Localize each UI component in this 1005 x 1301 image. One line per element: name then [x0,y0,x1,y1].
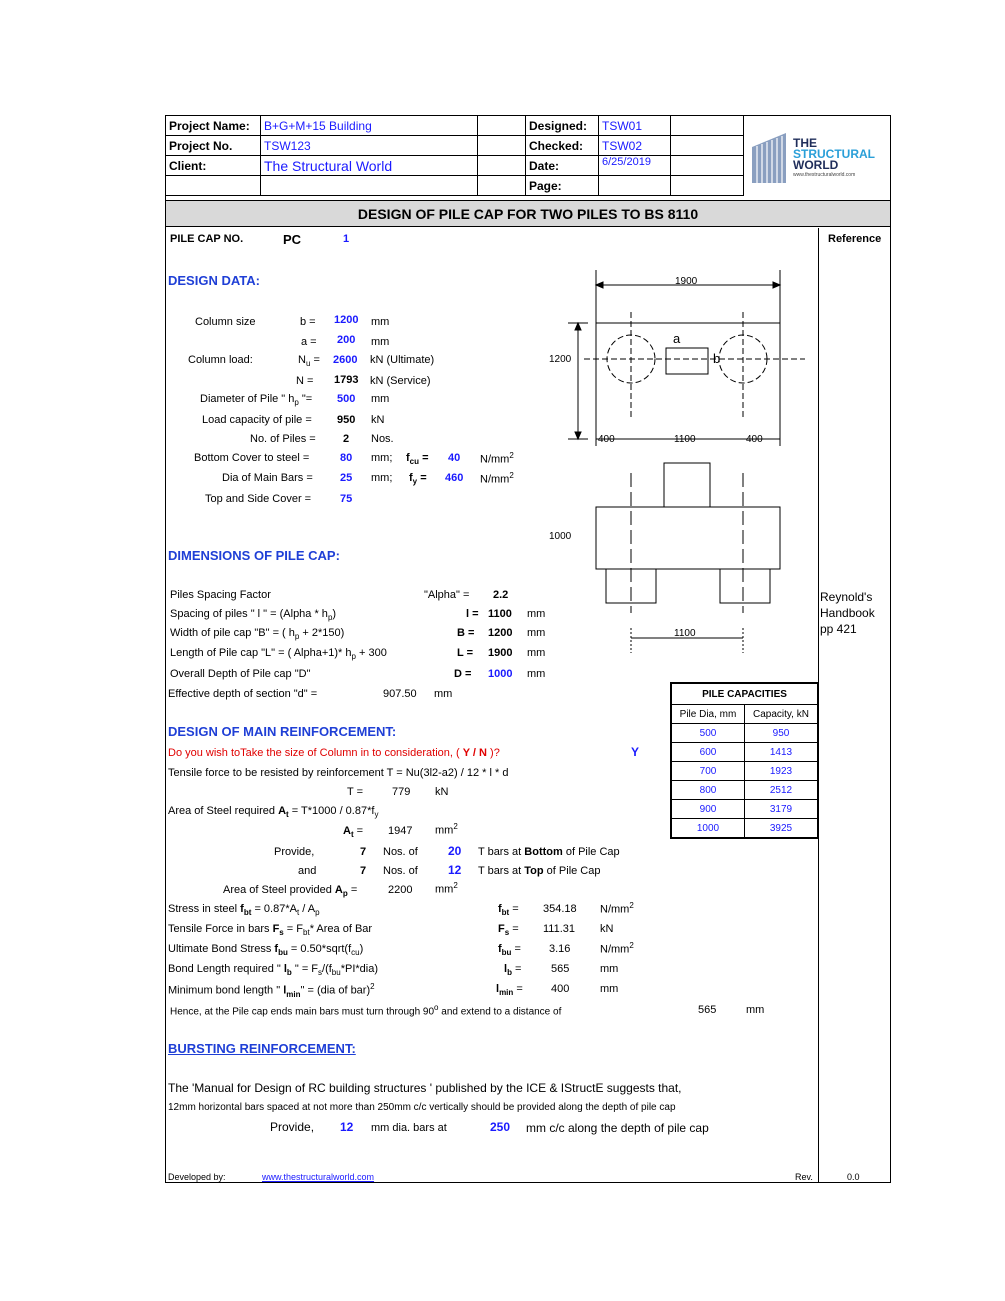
reference-line3: pp 421 [820,622,857,636]
T-label: T = [347,786,364,798]
fy-value[interactable]: 460 [445,472,464,484]
fbt-unit: $N/mm^2$ [600,901,634,916]
label-a: a [673,331,681,346]
pile-capacities-table [670,682,819,839]
pile-capacities-title: PILE CAPACITIES [671,683,818,705]
bursting-spacing[interactable]: 250 [490,1120,511,1134]
b-unit: mm [371,316,390,328]
header-blank [478,116,526,136]
Fs-unit: kN [600,923,614,935]
header-blank [478,136,526,156]
a-value[interactable]: 200 [337,334,356,346]
column-load-label: Column load: [188,354,253,366]
dim-1000: 1000 [549,531,572,542]
no-of-piles-unit: Nos. [371,433,394,445]
capacity-header: Capacity, kN [745,705,819,724]
lb-label: $l_b$ = [504,963,522,978]
dia-main-bars-unit: mm; [371,472,393,484]
bursting-line1: The 'Manual for Design of RC building structures ' published by the ICE & IStructE suggests that, [168,1081,682,1095]
logo-line3: WORLD [793,158,839,172]
table-cell: 800 [671,781,745,800]
n-value: 1793 [334,374,359,386]
header-blank [478,156,526,176]
dia-main-bars-value[interactable]: 25 [340,472,353,484]
column-consideration-question: Do you wish toTake the size of Column in to consideration, ( Y / N )? [168,747,500,759]
reference-label: Reference [828,233,882,245]
l-unit: mm [527,608,546,620]
and-label: and [298,865,317,877]
length-label: Length of Pile cap "L" = ( Alpha+1)* $h_p + 300$ [170,647,387,662]
area-required-label: Area of Steel required $A_t = T*1000 / 0.87*f_y$ [168,805,379,820]
pile-cap-no-value[interactable]: 1 [343,233,350,245]
nu-value[interactable]: 2600 [333,354,358,366]
header-blank [478,176,526,196]
label-b: b [713,351,721,366]
project-no-value[interactable]: TSW123 [261,136,478,156]
table-cell: 3179 [745,800,819,819]
top-nos-of: Nos. of [383,865,418,877]
L-unit: mm [527,647,546,659]
top-cover-label: Top and Side Cover = [205,493,312,505]
min-bond-length-label: Minimum bond length " $l_{min}$" = (dia of bar)$^2$ [168,982,375,999]
pile-cap-no-label: PILE CAP NO. [170,233,244,245]
page-label: Page: [526,176,599,196]
top-bars-desc: T bars at Top of Pile Cap [478,865,601,877]
project-name-value[interactable]: B+G+M+15 Building [261,116,478,136]
client-value[interactable]: The Structural World [261,156,478,176]
hence-text: Hence, at the Pile cap ends main bars must turn through 90$^o$ and extend to a distance of [170,1003,562,1018]
header-blank [671,116,744,136]
fbu-label: $f_{bu}$ = [498,943,521,958]
l-value: 1100 [488,608,512,620]
pile-cap-prefix: PC [283,232,302,247]
pile-dia-header: Pile Dia, mm [671,705,745,724]
D-unit: mm [527,668,546,680]
fcu-label: $f_{cu}$ = [406,452,429,467]
website-link[interactable]: www.thestructuralworld.com [262,1172,375,1182]
reference-line2: Handbook [820,606,875,620]
developed-by-label: Developed by: [168,1172,226,1182]
spacing-label: Spacing of piles " l " = (Alpha * $h_p$) [170,608,337,623]
Ap-value: 2200 [388,884,413,896]
header-blank [261,176,478,196]
lmin-value: 400 [551,983,570,995]
pile-cap-drawing [540,268,810,658]
column-size-label: Column size [195,316,256,328]
B-unit: mm [527,627,546,639]
bottom-bar-dia[interactable]: 20 [448,844,462,858]
column-consideration-answer[interactable]: Y [631,745,640,759]
nu-label: $N_u$ = [298,354,320,369]
load-capacity-unit: kN [371,414,385,426]
page-value[interactable] [599,176,671,196]
bottom-cover-label: Bottom Cover to steel = [194,452,310,464]
fy-unit: $N/mm^2$ [480,471,514,486]
no-of-piles-value: 2 [343,433,350,445]
bond-stress-label: Ultimate Bond Stress $f_{bu}$ = $0.50*sqrt(f_{cu})$ [168,943,364,958]
At-label: $A_t$ = [343,825,364,840]
table-cell: 950 [745,724,819,743]
table-cell: 500 [671,724,745,743]
header-blank [671,156,744,176]
Fs-label: $F_s$ = [498,923,519,938]
T-unit: kN [435,786,449,798]
pile-diameter-value[interactable]: 500 [337,393,356,405]
pile-diameter-unit: mm [371,393,390,405]
depth-label: Overall Depth of Pile cap "D" [170,668,311,680]
tensile-force-bars-label: Tensile Force in bars $F_s = F_{bt}*$ Area of Bar [168,923,373,938]
table-cell: 1923 [745,762,819,781]
n-unit: kN (Service) [370,375,431,387]
reference-line1: Reynold's [820,590,873,604]
header-table [165,115,744,196]
Ap-unit: $mm^2$ [435,881,458,896]
lb-unit: mm [600,963,619,975]
Fs-value: 111.31 [543,923,576,935]
dim-1100-spacing: 1100 [674,628,696,639]
width-label: Width of pile cap "B" = ( $h_p + 2*150$) [170,627,345,642]
date-label: Date: [526,156,599,176]
At-value: 1947 [388,825,413,837]
extend-unit: mm [746,1004,765,1016]
a-unit: mm [371,336,390,348]
table-cell: 1413 [745,743,819,762]
provide-label: Provide, [274,846,315,858]
table-cell: 900 [671,800,745,819]
spacing-factor-label: Piles Spacing Factor [170,589,271,601]
header-blank [671,176,744,196]
L-value: 1900 [488,647,513,659]
table-cell: 700 [671,762,745,781]
sheet-title: DESIGN OF PILE CAP FOR TWO PILES TO BS 8110 [165,200,891,227]
dimensions-heading: DIMENSIONS OF PILE CAP: [168,548,340,563]
load-capacity-value: 950 [337,414,356,426]
a-label: a = [301,336,317,348]
rev-label: Rev. [795,1172,813,1182]
effective-depth-unit: mm [434,688,453,700]
no-of-piles-label: No. of Piles = [250,433,316,445]
bursting-dia-text: mm dia. bars at [371,1122,447,1134]
client-label: Client: [166,156,261,176]
bursting-dia[interactable]: 12 [340,1120,354,1134]
D-label: D = [454,668,472,680]
extend-distance: 565 [698,1004,717,1016]
fcu-unit: $N/mm^2$ [480,451,514,466]
fbt-value: 354.18 [543,903,577,915]
lmin-unit: mm [600,983,619,995]
project-name-label: Project Name: [166,116,261,136]
bottom-cover-value[interactable]: 80 [340,452,353,464]
load-capacity-label: Load capacity of pile = [202,414,312,426]
checked-value[interactable]: TSW02 [599,136,671,156]
top-bars-number: 7 [360,865,367,877]
dim-1200: 1200 [549,354,572,365]
T-value: 779 [392,786,411,798]
top-bar-dia[interactable]: 12 [448,863,462,877]
fcu-value[interactable]: 40 [448,452,461,464]
pile-diameter-label: Diameter of Pile " $h_p$ "= [200,393,313,408]
tensile-force-label: Tensile force to be resisted by reinforcement T = Nu(3l2-a2) / 12 * l * d [168,767,509,779]
nu-unit: kN (Ultimate) [370,354,435,366]
bottom-bars-desc: T bars at Bottom of Pile Cap [478,846,620,858]
building-logo-icon [748,129,792,185]
table-cell: 600 [671,743,745,762]
B-label: B = [457,627,475,639]
header-blank [671,136,744,156]
designed-label: Designed: [526,116,599,136]
table-cell: 2512 [745,781,819,800]
table-cell: 1000 [671,819,745,839]
logo-line1: THE [793,136,817,150]
effective-depth-value: 907.50 [383,688,417,700]
designed-value[interactable]: TSW01 [599,116,671,136]
table-cell: 3925 [745,819,819,839]
dim-1900: 1900 [675,276,698,287]
fbt-label: $f_{bt}$ = [498,903,519,918]
bottom-cover-unit: mm; [371,452,393,464]
bottom-bars-number: 7 [360,846,367,858]
L-label: L = [457,647,474,659]
bursting-spacing-text: mm c/c along the depth of pile cap [526,1121,709,1135]
rev-value: 0.0 [847,1172,860,1182]
stress-label: Stress in steel $f_{bt} = 0.87*A_t / A_p$ [168,903,320,918]
alpha-label: "Alpha" = [424,589,470,601]
logo-line2: STRUCTURAL [793,147,875,161]
At-unit: $mm^2$ [435,822,458,837]
lmin-label: $l_{min}$ = [496,983,523,998]
logo-url: www.thestructuralworld.com [793,172,856,178]
lb-value: 565 [551,963,570,975]
bottom-nos-of: Nos. of [383,846,418,858]
bond-length-label: Bond Length required " $l_b$ " = $F_s/(f_{bu}*PI*dia)$ [168,963,378,978]
D-value[interactable]: 1000 [488,668,513,680]
effective-depth-label: Effective depth of section "d" = [168,688,318,700]
dia-main-bars-label: Dia of Main Bars = [222,472,313,484]
b-label: b = [300,316,316,328]
main-reinforcement-heading: DESIGN OF MAIN REINFORCEMENT: [168,724,397,739]
alpha-value: 2.2 [493,589,509,601]
bursting-heading: BURSTING REINFORCEMENT: [168,1041,356,1056]
date-value[interactable]: 6/25/2019 [599,156,671,176]
company-logo [748,126,888,186]
bursting-line2: 12mm horizontal bars spaced at not more than 250mm c/c vertically should be provided along the depth of pile cap [168,1102,676,1113]
n-label: N = [296,375,314,387]
bursting-provide: Provide, [270,1120,315,1134]
dim-400-left: 400 [598,434,615,445]
fbu-value: 3.16 [549,943,571,955]
checked-label: Checked: [526,136,599,156]
header-blank [166,176,261,196]
fy-label: $f_y$ = [409,472,427,487]
top-cover-value[interactable]: 75 [340,493,353,505]
area-provided-label: Area of Steel provided $A_p$ = [223,884,358,899]
dim-1100: 1100 [674,434,696,445]
design-data-heading: DESIGN DATA: [168,273,260,288]
fbu-unit: $N/mm^2$ [600,941,634,956]
l-label: l = [466,608,479,620]
dim-400-right: 400 [746,434,763,445]
project-no-label: Project No. [166,136,261,156]
B-value: 1200 [488,627,513,639]
b-value[interactable]: 1200 [334,314,359,326]
